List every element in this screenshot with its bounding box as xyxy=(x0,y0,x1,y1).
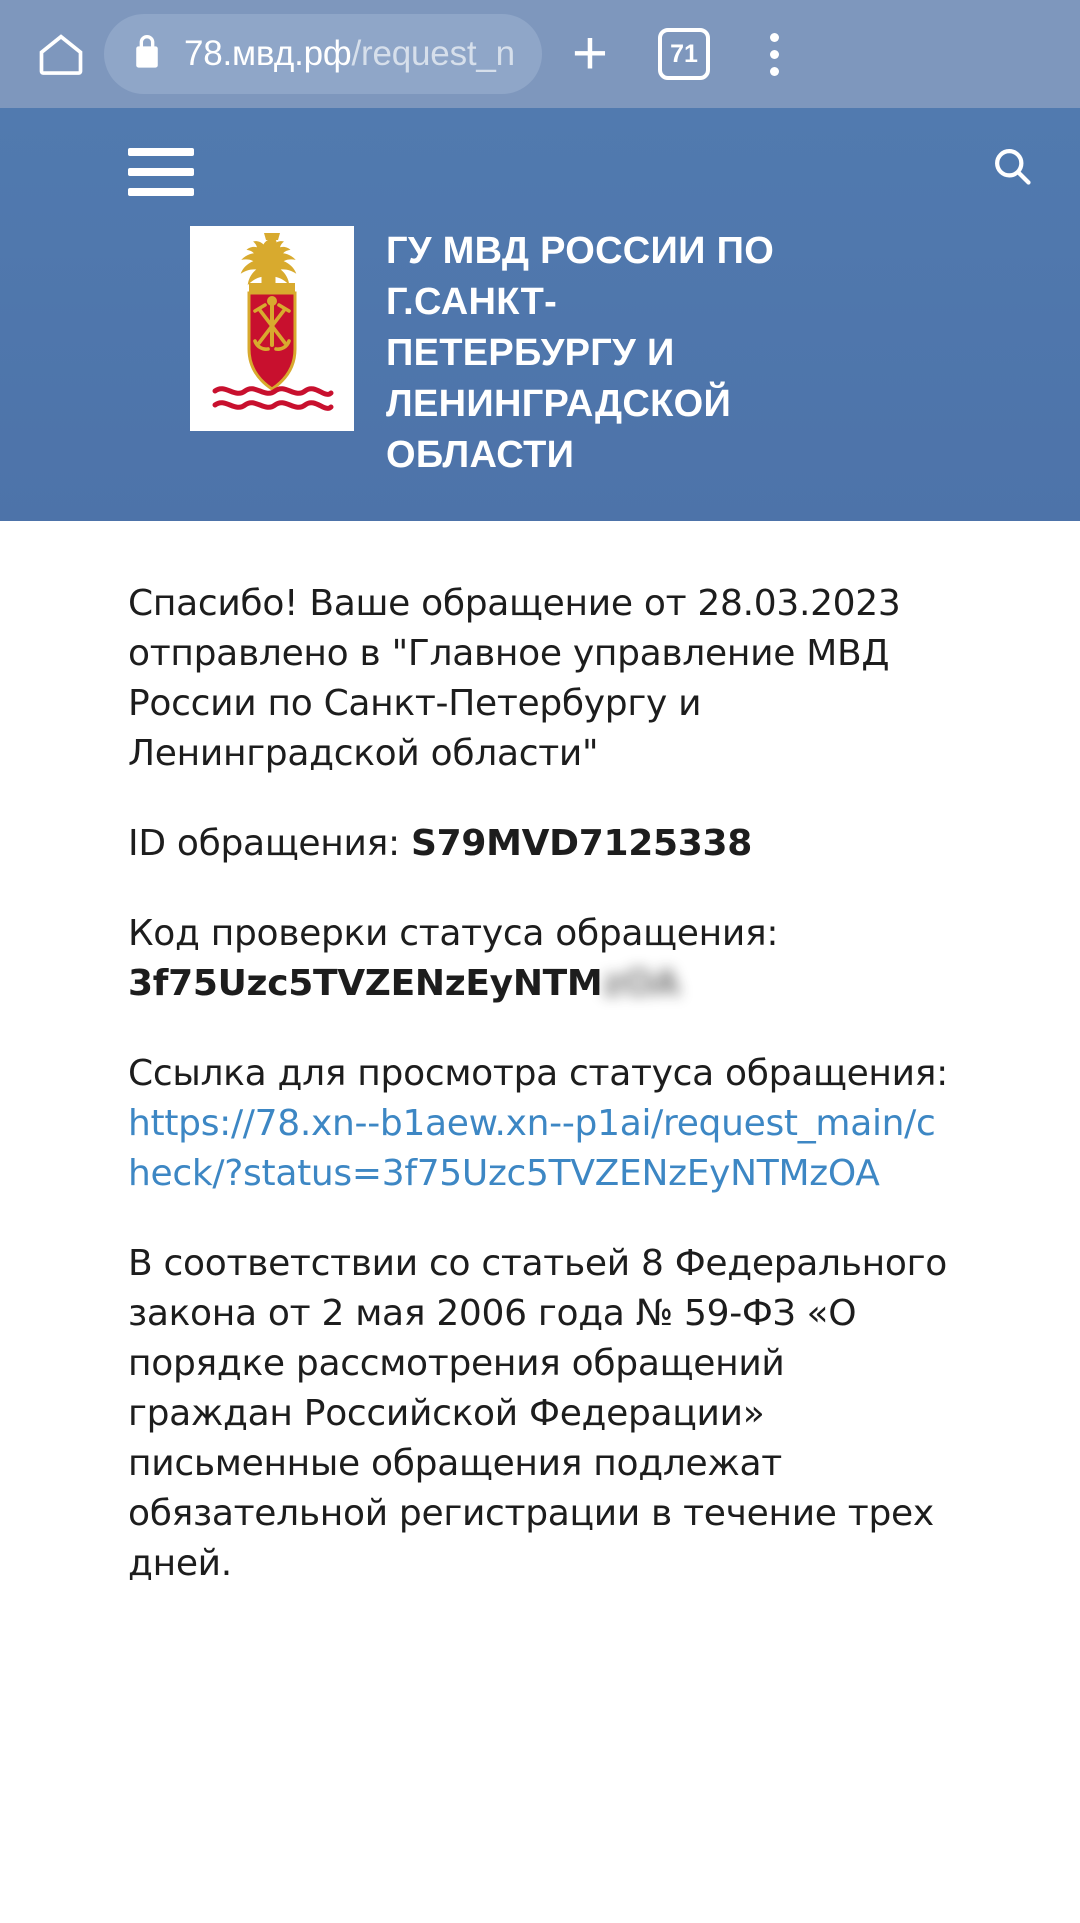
home-icon xyxy=(35,28,87,80)
more-vertical-icon xyxy=(770,33,779,42)
new-tab-button[interactable] xyxy=(542,14,638,94)
status-link[interactable]: https://78.xn--b1aew.xn--p1ai/request_main/check/?status=3f75Uzc5TVZENzEyNTMzOA xyxy=(128,1103,936,1194)
browser-toolbar xyxy=(0,0,1080,108)
tab-switcher-button[interactable] xyxy=(638,14,730,94)
url-host: 78.мвд.рф xyxy=(184,34,352,73)
site-menu-button[interactable] xyxy=(128,134,194,196)
hamburger-menu-icon-line2 xyxy=(128,168,194,176)
site-header-top-row xyxy=(0,134,1080,214)
status-link-label: Ссылка для просмотра статуса обращения: xyxy=(128,1053,948,1094)
request-id-value: S79MVD7125338 xyxy=(410,823,752,864)
url-path: /request_n xyxy=(351,34,515,73)
mvd-emblem xyxy=(190,226,354,431)
browser-menu-button[interactable] xyxy=(730,14,818,94)
address-bar[interactable] xyxy=(104,14,542,94)
request-id-label: ID обращения: xyxy=(128,823,411,864)
status-code-label: Код проверки статуса обращения: xyxy=(128,913,779,954)
page-title: ГУ МВД РОССИИ ПО Г.САНКТ-ПЕТЕРБУРГУ И ЛЕНИНГРАДСКОЙ ОБЛАСТИ xyxy=(386,230,775,476)
more-vertical-icon-dot2 xyxy=(770,50,779,59)
site-search-button[interactable] xyxy=(990,134,1044,193)
status-link-paragraph xyxy=(128,1049,952,1199)
home-button[interactable] xyxy=(26,19,96,89)
main-content xyxy=(0,521,1080,1589)
thanks-paragraph: Спасибо! Ваше обращение от 28.03.2023 отправлено в "Главное управление МВД России по Санкт-Петербургу и Ленинградской области" xyxy=(128,583,901,774)
site-header xyxy=(0,108,1080,521)
status-code-value: 3f75Uzc5TVZENzEyNTM xyxy=(128,963,603,1004)
hamburger-menu-icon-line3 xyxy=(128,188,194,196)
status-code-value-redacted: zOA xyxy=(602,963,681,1004)
more-vertical-icon-dot3 xyxy=(770,67,779,76)
tab-count-badge: 71 xyxy=(658,28,710,80)
law-paragraph: В соответствии со статьей 8 Федерального закона от 2 мая 2006 года № 59-ФЗ «О порядке рассмотрения обращений граждан Российской Федерации» письменные обращения подлежат обязательной регистрации в течение трех дней. xyxy=(128,1243,947,1584)
site-branding[interactable] xyxy=(0,214,1080,481)
status-code-paragraph xyxy=(128,909,952,1009)
url-text xyxy=(184,34,515,74)
hamburger-menu-icon-line1 xyxy=(128,148,194,156)
search-icon xyxy=(990,175,1034,192)
lock-icon xyxy=(130,33,164,76)
plus-icon: + xyxy=(571,19,609,88)
request-id-paragraph xyxy=(128,819,952,869)
